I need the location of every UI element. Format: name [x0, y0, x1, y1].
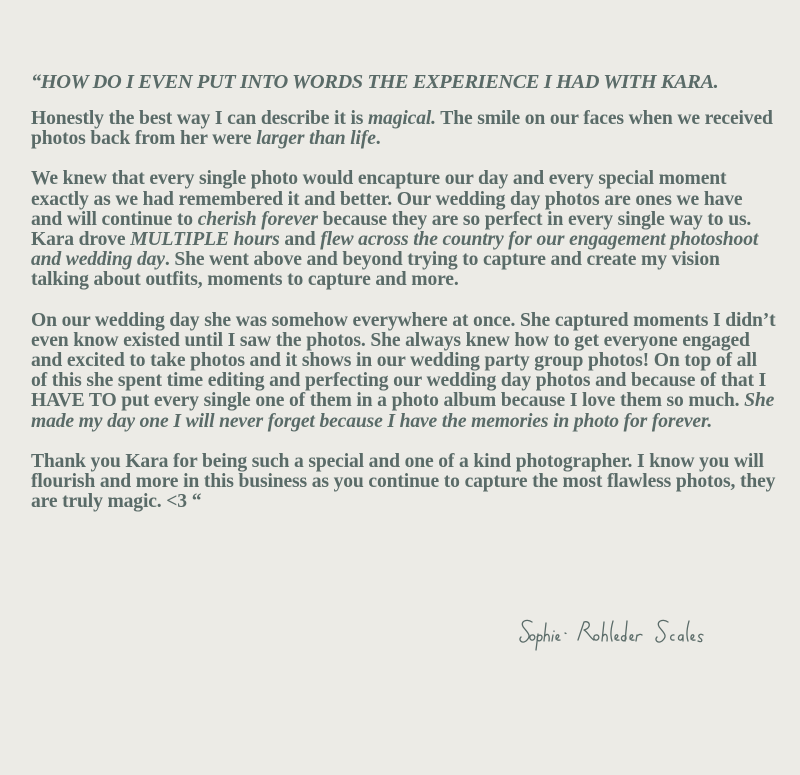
- testimonial-heading: “HOW DO I EVEN PUT INTO WORDS THE EXPERIENCE I HAD WITH KARA.: [31, 71, 719, 93]
- paragraph-2-multiple-hours: MULTIPLE hours: [130, 229, 280, 251]
- paragraph-2-part-a: We knew that every single photo would encapture our day and every special moment exactly as we had remembered it and better. Our wedding day photos are ones we have and will continue to: [31, 168, 743, 230]
- paragraph-3: [31, 311, 776, 432]
- paragraph-2-part-g: . She went above and beyond trying to capture and create my vision talking about outfits, moments to capture and more.: [31, 249, 720, 291]
- testimonial-text: [31, 72, 776, 532]
- paragraph-1-magical: magical.: [367, 108, 436, 129]
- paragraph-2-flew-across: flew across the country for our engagement photoshoot and wedding day: [31, 229, 759, 271]
- paragraph-4: Thank you Kara for being such a special and one of a kind photographer. I know you will flourish and more in this business as you continue to capture the most flawless photos, they are truly magic. <3 “: [31, 450, 776, 513]
- paragraph-1-part-c: The smile on our faces when we received photos back from her were: [31, 108, 773, 150]
- paragraph-2: [31, 169, 776, 290]
- paragraph-2-cherish-forever: cherish forever: [197, 208, 318, 230]
- signature-drawing: [516, 610, 766, 654]
- paragraph-1-larger-than-life: larger than life: [256, 128, 376, 150]
- paragraph-2-part-c: because they are so perfect in every single way to us. Kara drove: [31, 208, 752, 251]
- paragraph-3-closing-emphasis: She made my day one I will never forget because I have the memories in photo for forever.: [31, 390, 775, 432]
- handwritten-signature: [516, 610, 766, 654]
- paragraph-3-part-a: On our wedding day she was somehow everywhere at once. She captured moments I didn’t even know existed until I saw the photos. She always knew how to get everyone engaged and excited to take photos and it shows in our wedding party group photos! On top of all of this she spent time editing and perfecting our wedding day photos and because of that I HAVE TO put every single one of them in a photo album because I love them so much.: [31, 309, 776, 412]
- paragraph-1-part-e: .: [375, 128, 381, 150]
- paragraph-2-part-e: and: [279, 229, 321, 251]
- paragraph-1-part-a: Honestly the best way I can describe it is: [31, 108, 368, 129]
- paragraph-1: [31, 109, 776, 149]
